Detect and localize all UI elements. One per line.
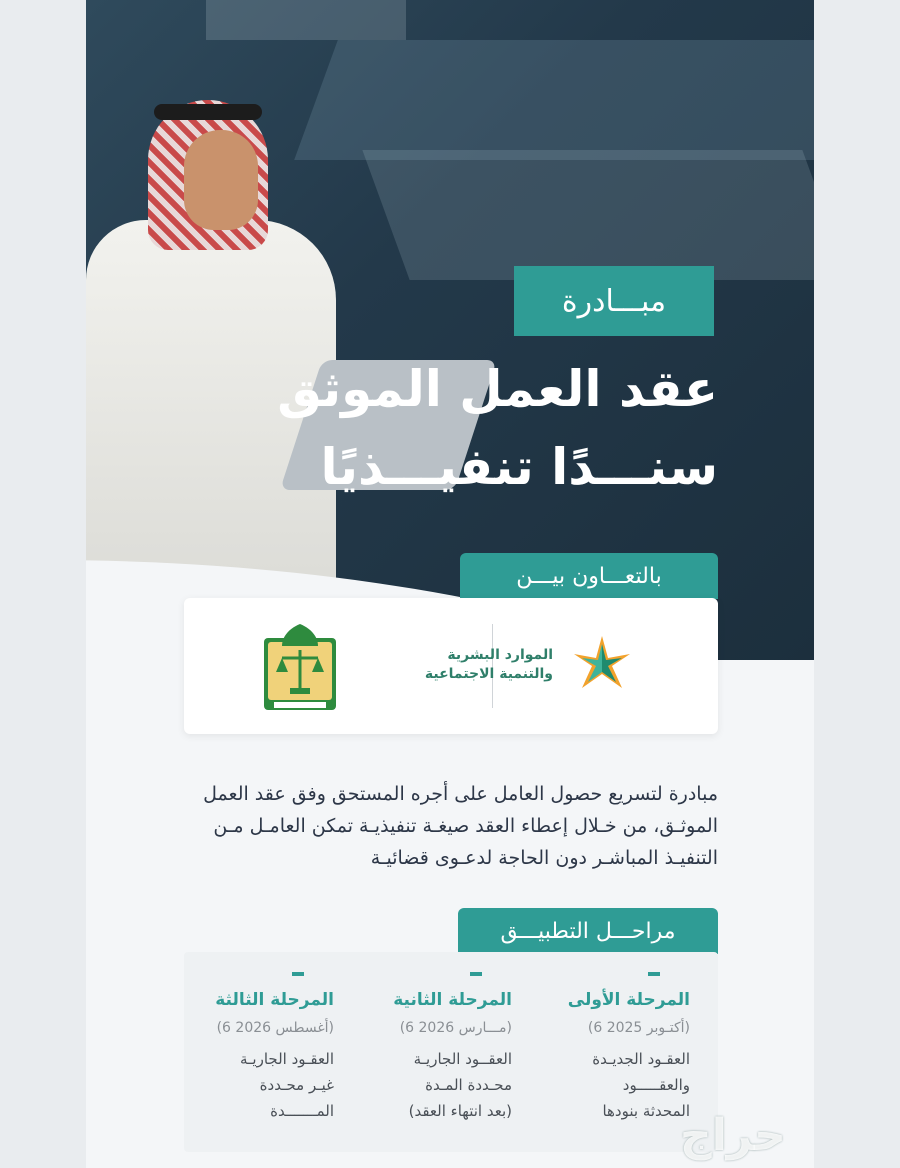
phase-body	[530, 1046, 690, 1124]
phase-title: المرحلة الثانية	[393, 990, 512, 1010]
phase-body-line: العقـود الجاريـة	[240, 1050, 334, 1068]
hrsd-name	[425, 646, 553, 684]
initiative-badge: مبـــادرة	[514, 266, 714, 336]
phase-body-line: العقـود الجديـدة	[592, 1050, 690, 1068]
face-shape	[184, 130, 258, 230]
page-title-line1: عقد العمل الموثق	[277, 360, 718, 418]
phase-marker	[292, 972, 304, 976]
phase-body-line: (بعد انتهاء العقد)	[408, 1102, 512, 1120]
igal-shape	[154, 104, 262, 120]
roof-panel	[362, 150, 814, 280]
phases-badge: مراحـــل التطبيـــق	[458, 908, 718, 954]
phase-title: المرحلة الثالثة	[215, 990, 334, 1010]
phase-body	[174, 1046, 334, 1124]
hrsd-name-line2: والتنمية الاجتماعية	[424, 666, 553, 682]
ministry-of-justice-emblem-icon	[262, 620, 338, 712]
page-title-line2: سنـــدًا تنفيـــذيًا	[320, 438, 718, 496]
roof-panel	[206, 0, 406, 40]
watermark: حراج	[680, 1110, 786, 1161]
phases-card	[184, 952, 718, 1152]
phase-body-line: المـــــــدة	[270, 1102, 334, 1120]
phase-body-line: العقــود الجاريـة	[413, 1050, 512, 1068]
phase-body-line: المحدثة بنودها	[602, 1102, 690, 1120]
phase-3	[174, 972, 334, 1124]
phase-2	[352, 972, 512, 1124]
phase-body-line: محـددة المـدة	[425, 1076, 512, 1094]
phase-marker	[648, 972, 660, 976]
initiative-description: مبادرة لتسريع حصول العامل على أجره المستحق وفق عقد العمل الموثـق، من خـلال إعطاء العقد صيغـة تنفيذيـة تمكن العامـل مـن التنفيـذ المباشـر دون الحاجة لدعـوى قضائيـة	[203, 783, 718, 869]
hrsd-name-line1: الموارد البشرية	[447, 647, 553, 663]
phase-date: (6 أكتـوبر 2025)	[587, 1020, 690, 1036]
phase-date: (6 أغسطس 2026)	[216, 1020, 334, 1036]
phase-title: المرحلة الأولى	[567, 990, 690, 1010]
phase-body-line: غيـر محـددة	[259, 1076, 334, 1094]
phase-body	[352, 1046, 512, 1124]
phase-1	[530, 972, 690, 1124]
phase-marker	[470, 972, 482, 976]
poster	[86, 0, 814, 1168]
cooperation-badge: بالتعـــاون بيـــن	[460, 553, 718, 599]
phase-date: (6 مـــارس 2026)	[399, 1020, 512, 1036]
partners-card	[184, 598, 718, 734]
phase-body-line: والعقـــــود	[622, 1076, 690, 1094]
hrsd-star-icon	[566, 634, 638, 694]
